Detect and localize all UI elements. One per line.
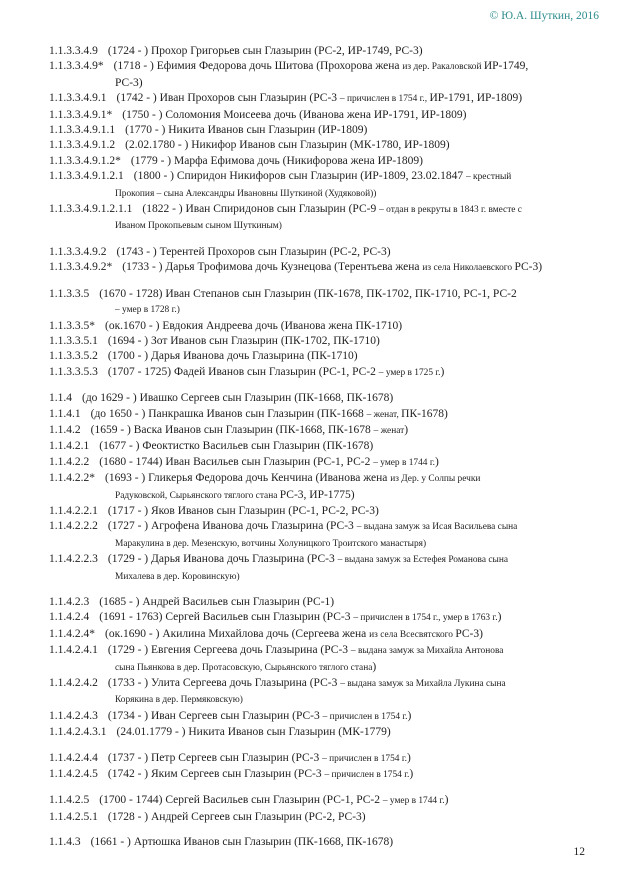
page-number: 12 (573, 846, 585, 858)
entry-number: 1.1.4.2.4.4 (49, 751, 98, 764)
text-segment: Корякина в дер. Пермяковскую) (115, 695, 243, 706)
text-segment: ) (440, 365, 445, 378)
text-segment: сына Пьянкова в дер. Протасовскую, Сырьянского тяглого стана (115, 662, 373, 673)
text-segment: – умер в 1728 г.) (115, 305, 180, 316)
entry-number: 1.1.3.3.4.9.1* (49, 108, 113, 121)
entry-number: 1.1.4.2.5.1 (49, 810, 98, 823)
text-segment: – выдана замуж за Естефея Романова сына (337, 555, 508, 566)
entry-line (49, 709, 591, 725)
entry-line (49, 407, 591, 423)
entry-line (49, 676, 591, 692)
entry-number: 1.1.4.2 (49, 423, 81, 436)
text-segment: (1685 - ) Андрей Васильев сын Глазырин (РС-1) (99, 596, 335, 608)
text-segment: (1694 - ) Зот Иванов сын Глазырин (ПК-1702, ПК-1710) (107, 334, 380, 347)
continuation-line (49, 218, 591, 234)
paragraph-gap (49, 825, 591, 835)
entry-number: 1.1.4.2.2 (49, 455, 90, 468)
text-segment: из дер. Ракаловской (402, 62, 484, 73)
entry-line (49, 44, 591, 59)
text-segment: (2.02.1780 - ) Никифор Иванов сын Глазырин (МК-1780, ИР-1809) (125, 139, 450, 152)
entry-line (49, 627, 591, 643)
entry-number: 1.1.4.1 (49, 407, 81, 420)
entry-line (49, 365, 591, 381)
text-segment: ) (434, 455, 439, 468)
text-segment: (1822 - ) Иван Спиридонов сын Глазырин (РС-9 (142, 203, 380, 216)
entry-number: 1.1.3.3.5 (49, 287, 90, 300)
text-segment: – причислен в 1754 г. (324, 770, 410, 781)
text-segment: (1661 - ) Артюшка Иванов сын Глазырин (ПК-1668, ПК-1678) (90, 836, 394, 849)
entry-line (49, 169, 591, 185)
text-segment: (1724 - ) Прохор Григорьев сын Глазырин (РС-2, ИР-1749, РС-3) (107, 45, 423, 57)
text-segment: (1707 - 1725) Фадей Иванов сын Глазырин (РС-1, РС-2 (107, 365, 379, 378)
entry-line (49, 595, 591, 610)
text-segment: ) (409, 768, 414, 781)
text-segment: Михалева в дер. Коровинскую) (115, 571, 240, 582)
text-segment: (1718 - ) Ефимия Федорова дочь Шитова (Прохорова жена (113, 60, 403, 73)
entry-number: 1.1.3.3.4.9.1.2.1 (49, 170, 124, 183)
entry-line (49, 767, 591, 783)
entry-line (49, 334, 591, 349)
paragraph-gap (49, 741, 591, 751)
text-segment: РС-3) (514, 261, 543, 274)
text-segment: Иваном Прокопьевым сыном Шуткиным) (115, 221, 282, 232)
continuation-line (49, 488, 591, 504)
entry-number: 1.1.4.2.2.2 (49, 520, 98, 533)
entry-number: 1.1.3.3.4.9.1.2.1.1 (49, 203, 133, 216)
entry-line (49, 138, 591, 153)
text-segment: (1717 - ) Яков Иванов сын Глазырин (РС-1, РС-2, РС-3) (107, 504, 379, 517)
text-segment: ПК-1678) (401, 407, 448, 420)
entry-line (49, 423, 591, 439)
paragraph-gap (49, 277, 591, 287)
continuation-line (49, 569, 591, 585)
text-segment: (1728 - ) Андрей Сергеев сын Глазырин (РС-2, РС-3) (107, 810, 366, 823)
entry-line (49, 610, 591, 626)
text-segment: (1733 - ) Дарья Трофимова дочь Кузнецова (Терентьева жена (122, 261, 423, 274)
entry-line (49, 245, 591, 260)
entry-number: 1.1.4.2.2.1 (49, 504, 98, 517)
text-segment: из села Всесвятского (369, 629, 456, 640)
text-segment: (1733 - ) Улита Сергеева дочь Глазырина (РС-3 (107, 677, 341, 690)
text-segment: Радуковской, Сырьянского тяглого стана (115, 490, 280, 501)
text-segment: (1742 - ) Яким Сергеев сын Глазырин (РС-3 (107, 768, 325, 781)
entry-number: 1.1.3.3.4.9.2* (49, 261, 113, 274)
text-segment: ) (404, 423, 409, 436)
entry-line (49, 725, 591, 740)
entry-number: 1.1.4.2.4.3 (49, 709, 98, 722)
text-segment: РС-3) (115, 76, 143, 89)
entry-line (49, 552, 591, 568)
entry-number: 1.1.3.3.4.9.1.2 (49, 139, 116, 152)
text-segment: из Дер. у Солпы речки (390, 474, 481, 485)
entry-line (49, 108, 591, 123)
text-segment: – крестный (466, 172, 512, 183)
text-segment: (1729 - ) Евгения Сергеева дочь Глазырина (РС-3 (107, 644, 351, 657)
paragraph-gap (49, 585, 591, 595)
entry-line (49, 260, 591, 276)
text-segment: ) (372, 660, 377, 673)
text-segment: (1659 - ) Васка Иванов сын Глазырин (ПК-1668, ПК-1678 (90, 423, 374, 436)
entry-number: 1.1.3.3.5.1 (49, 334, 98, 347)
continuation-line (49, 186, 591, 202)
text-segment: ) (406, 751, 411, 764)
text-segment: – отдан в рекруты в 1843 г. вместе с (379, 205, 522, 216)
entry-line (49, 202, 591, 218)
continuation-line (49, 302, 591, 318)
text-segment: ИР-1749, (483, 60, 529, 73)
text-segment: (1800 - ) Спиридон Никифоров сын Глазырин (ИР-1809, 23.02.1847 (133, 170, 467, 183)
text-segment: – причислен в 1754 г. (322, 753, 407, 764)
copyright-notice: © Ю.А. Шуткин, 2016 (489, 10, 599, 22)
entry-number: 1.1.3.3.5.2 (49, 350, 98, 363)
text-segment: – выдана замуж за Исая Васильева сына (356, 522, 518, 533)
continuation-line (49, 660, 591, 676)
text-segment: Маракулина в дер. Мезенскую, вотчины Холуницкого Троитского манастыря) (115, 538, 427, 549)
text-segment: (1700 - 1744) Сергей Васильев сын Глазырин (РС-1, РС-2 (99, 794, 383, 807)
text-segment: (1750 - ) Соломония Моисеева дочь (Иванова жена ИР-1791, ИР-1809) (122, 108, 467, 121)
continuation-line (49, 76, 591, 91)
entry-number: 1.1.4.2.4.5 (49, 768, 98, 781)
entry-line (49, 154, 591, 169)
text-segment: РС-3) (455, 627, 483, 640)
text-segment: (1693 - ) Гликерья Федорова дочь Кенчина (Иванова жена (105, 472, 391, 485)
text-segment: – выдана замуж за Михайла Антонова (350, 646, 504, 657)
paragraph-gap (49, 783, 591, 793)
entry-number: 1.1.4.2.5 (49, 794, 90, 807)
entry-number: 1.1.3.3.4.9.1 (49, 92, 107, 105)
genealogy-list (49, 44, 591, 851)
entry-number: 1.1.4 (49, 392, 72, 405)
text-segment: (1737 - ) Петр Сергеев сын Глазырин (РС-3 (107, 751, 323, 764)
text-segment: (1677 - ) Феоктистко Васильев сын Глазырин (ПК-1678) (99, 440, 374, 453)
text-segment: – умер в 1744 г. (373, 457, 435, 468)
text-segment: ) (407, 709, 412, 722)
entry-line (49, 810, 591, 825)
entry-line (49, 391, 591, 406)
text-segment: (1779 - ) Марфа Ефимова дочь (Никифорова жена ИР-1809) (130, 154, 424, 167)
continuation-line (49, 536, 591, 552)
text-segment: ИР-1791, ИР-1809) (429, 92, 523, 105)
entry-number: 1.1.3.3.4.9.1.2* (49, 154, 121, 167)
text-segment: (1670 - 1728) Иван Степанов сын Глазырин (ПК-1678, ПК-1702, ПК-1710, РС-1, РС-2 (99, 287, 517, 300)
paragraph-gap (49, 235, 591, 245)
entry-line (49, 349, 591, 364)
entry-number: 1.1.3.3.5.3 (49, 365, 98, 378)
text-segment: – причислен в 1754 г., умер в 1763 г. (353, 613, 498, 624)
entry-line (49, 519, 591, 535)
text-segment: (1700 - ) Дарья Иванова дочь Глазырина (ПК-1710) (107, 350, 358, 363)
entry-number: 1.1.3.3.4.9.2 (49, 245, 107, 258)
entry-line (49, 439, 591, 454)
text-segment: (до 1650 - ) Панкрашка Иванов сын Глазырин (ПК-1668 (90, 407, 367, 420)
text-segment: – причислен в 1754 г. (322, 711, 408, 722)
entry-number: 1.1.3.3.4.9 (49, 45, 98, 57)
entry-line (49, 471, 591, 487)
entry-number: 1.1.4.2.4.2 (49, 677, 98, 690)
entry-number: 1.1.4.2.4* (49, 627, 95, 640)
text-segment: – выдана замуж за Михайла Лукина сына (340, 679, 506, 690)
entry-number: 1.1.3.3.4.9* (49, 60, 104, 73)
text-segment: РС-3, ИР-1775) (279, 488, 355, 501)
entry-number: 1.1.4.2.4.1 (49, 644, 98, 657)
entry-line (49, 123, 591, 138)
entry-number: 1.1.4.2.2* (49, 472, 95, 485)
entry-number: 1.1.4.2.3 (49, 596, 90, 608)
entry-line (49, 504, 591, 519)
text-segment: – женат (373, 425, 405, 436)
paragraph-gap (49, 381, 591, 391)
entry-line (49, 319, 591, 334)
text-segment: (до 1629 - ) Ивашко Сергеев сын Глазырин (ПК-1668, ПК-1678) (82, 392, 394, 405)
entry-number: 1.1.4.3 (49, 836, 81, 849)
entry-number: 1.1.4.2.1 (49, 440, 90, 453)
text-segment: (1770 - ) Никита Иванов сын Глазырин (ИР-1809) (125, 124, 368, 137)
text-segment: ) (444, 794, 449, 807)
entry-line (49, 835, 591, 850)
text-segment: из села Николаевского (422, 263, 515, 274)
text-segment: – умер в 1744 г. (382, 796, 445, 807)
entry-line (49, 59, 591, 75)
text-segment: Прокопия – сына Александры Ивановны Шуткиной (Худяковой)) (115, 188, 377, 199)
text-segment: (1691 - 1763) Сергей Васильев сын Глазырин (РС-3 (99, 611, 354, 624)
entry-line (49, 455, 591, 471)
entry-line (49, 287, 591, 302)
entry-line (49, 643, 591, 659)
entry-line (49, 751, 591, 767)
text-segment: (1729 - ) Дарья Иванова дочь Глазырина (РС-3 (107, 553, 338, 566)
text-segment: (1743 - ) Терентей Прохоров сын Глазырин (РС-2, РС-3) (116, 245, 391, 258)
entry-number: 1.1.4.2.2.3 (49, 553, 98, 566)
text-segment: ) (497, 611, 502, 624)
text-segment: (ок.1690 - ) Акилина Михайлова дочь (Сергеева жена (105, 627, 370, 640)
entry-line (49, 91, 591, 107)
text-segment: (1742 - ) Иван Прохоров сын Глазырин (РС-3 (116, 92, 340, 105)
entry-number: 1.1.4.2.4.3.1 (49, 726, 107, 739)
text-segment: (1680 - 1744) Иван Васильев сын Глазырин (РС-1, РС-2 (99, 455, 374, 468)
entry-number: 1.1.3.3.4.9.1.1 (49, 124, 116, 137)
text-segment: (1727 - ) Агрофена Иванова дочь Глазырина (РС-3 (107, 520, 357, 533)
entry-number: 1.1.3.3.5* (49, 319, 95, 332)
text-segment: – причислен в 1754 г., (339, 94, 430, 105)
entry-line (49, 793, 591, 809)
text-segment: (24.01.1779 - ) Никита Иванов сын Глазырин (МК-1779) (116, 726, 391, 739)
continuation-line (49, 692, 591, 708)
entry-number: 1.1.4.2.4 (49, 611, 90, 624)
text-segment: – умер в 1725 г. (378, 367, 441, 378)
text-segment: (ок.1670 - ) Евдокия Андреева дочь (Иванова жена ПК-1710) (105, 319, 403, 332)
text-segment: (1734 - ) Иван Сергеев сын Глазырин (РС-3 (107, 709, 323, 722)
text-segment: – женат, (366, 409, 402, 420)
